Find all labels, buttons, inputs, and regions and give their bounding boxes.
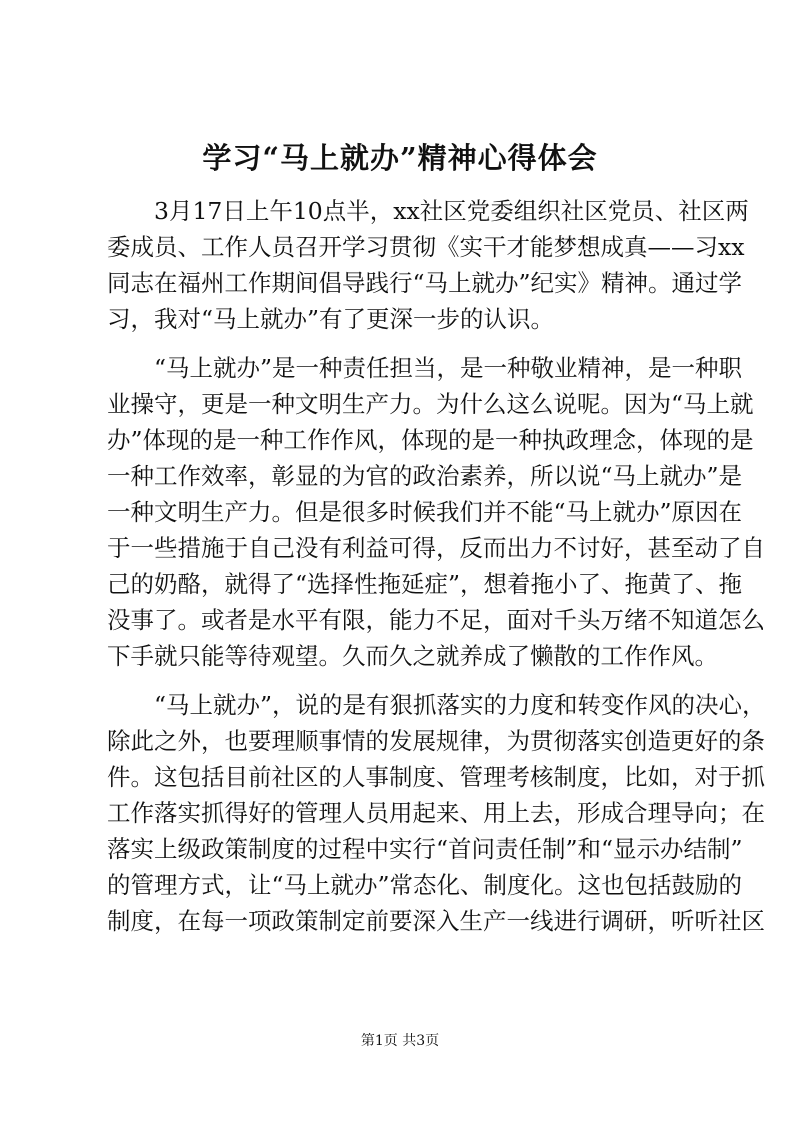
paragraph-line: 落实上级政策制度的过程中实行“首问责任制”和“显示办结制” — [107, 835, 743, 863]
paragraph-line: 下手就只能等待观望。久而久之就养成了懒散的工作作风。 — [107, 642, 718, 670]
paragraph-line: 3月17日上午10点半，xx社区党委组织社区党员、社区两 — [154, 197, 749, 225]
paragraph-line: 于一些措施于自己没有利益可得，反而出力不讨好，甚至动了自 — [107, 534, 765, 562]
paragraph-line: 业操守，更是一种文明生产力。为什么这么说呢。因为“马上就 — [107, 390, 754, 418]
paragraph-line: 己的奶酪，就得了“选择性拖延症”，想着拖小了、拖黄了、拖 — [107, 570, 743, 598]
paragraph-line: “马上就办”，说的是有狠抓落实的力度和转变作风的决心， — [154, 691, 766, 719]
paragraph-line: 一种工作效率，彰显的为官的政治素养，所以说“马上就办”是 — [107, 462, 743, 490]
paragraph-line: 同志在福州工作期间倡导践行“马上就办”纪实》精神。通过学 — [107, 269, 743, 297]
paragraph-line: 一种文明生产力。但是很多时候我们并不能“马上就办”原因在 — [107, 498, 743, 526]
paragraph-line: 的管理方式，让“马上就办”常态化、制度化。这也包括鼓励的 — [107, 871, 743, 899]
paragraph-line: 除此之外，也要理顺事情的发展规律，为贯彻落实创造更好的条 — [107, 727, 765, 755]
paragraph-line: 委成员、工作人员召开学习贯彻《实干才能梦想成真——习xx — [107, 233, 745, 261]
page-number-footer: 第1页 共3页 — [360, 1033, 440, 1049]
paragraph-line: 制度，在每一项政策制定前要深入生产一线进行调研，听听社区 — [107, 907, 765, 935]
paragraph-line: 习，我对“马上就办”有了更深一步的认识。 — [107, 305, 555, 333]
paragraph-line: 没事了。或者是水平有限，能力不足，面对千头万绪不知道怎么 — [107, 606, 765, 634]
paragraph-line: 件。这包括目前社区的人事制度、管理考核制度，比如，对于抓 — [107, 763, 765, 791]
paragraph-line: 办”体现的是一种工作作风，体现的是一种执政理念，体现的是 — [107, 426, 754, 454]
paragraph-line: “马上就办”是一种责任担当，是一种敬业精神，是一种职 — [154, 354, 743, 382]
paragraph-line: 工作落实抓得好的管理人员用起来、用上去，形成合理导向；在 — [107, 799, 765, 827]
document-title: 学习“马上就办”精神心得体会 — [202, 141, 598, 175]
